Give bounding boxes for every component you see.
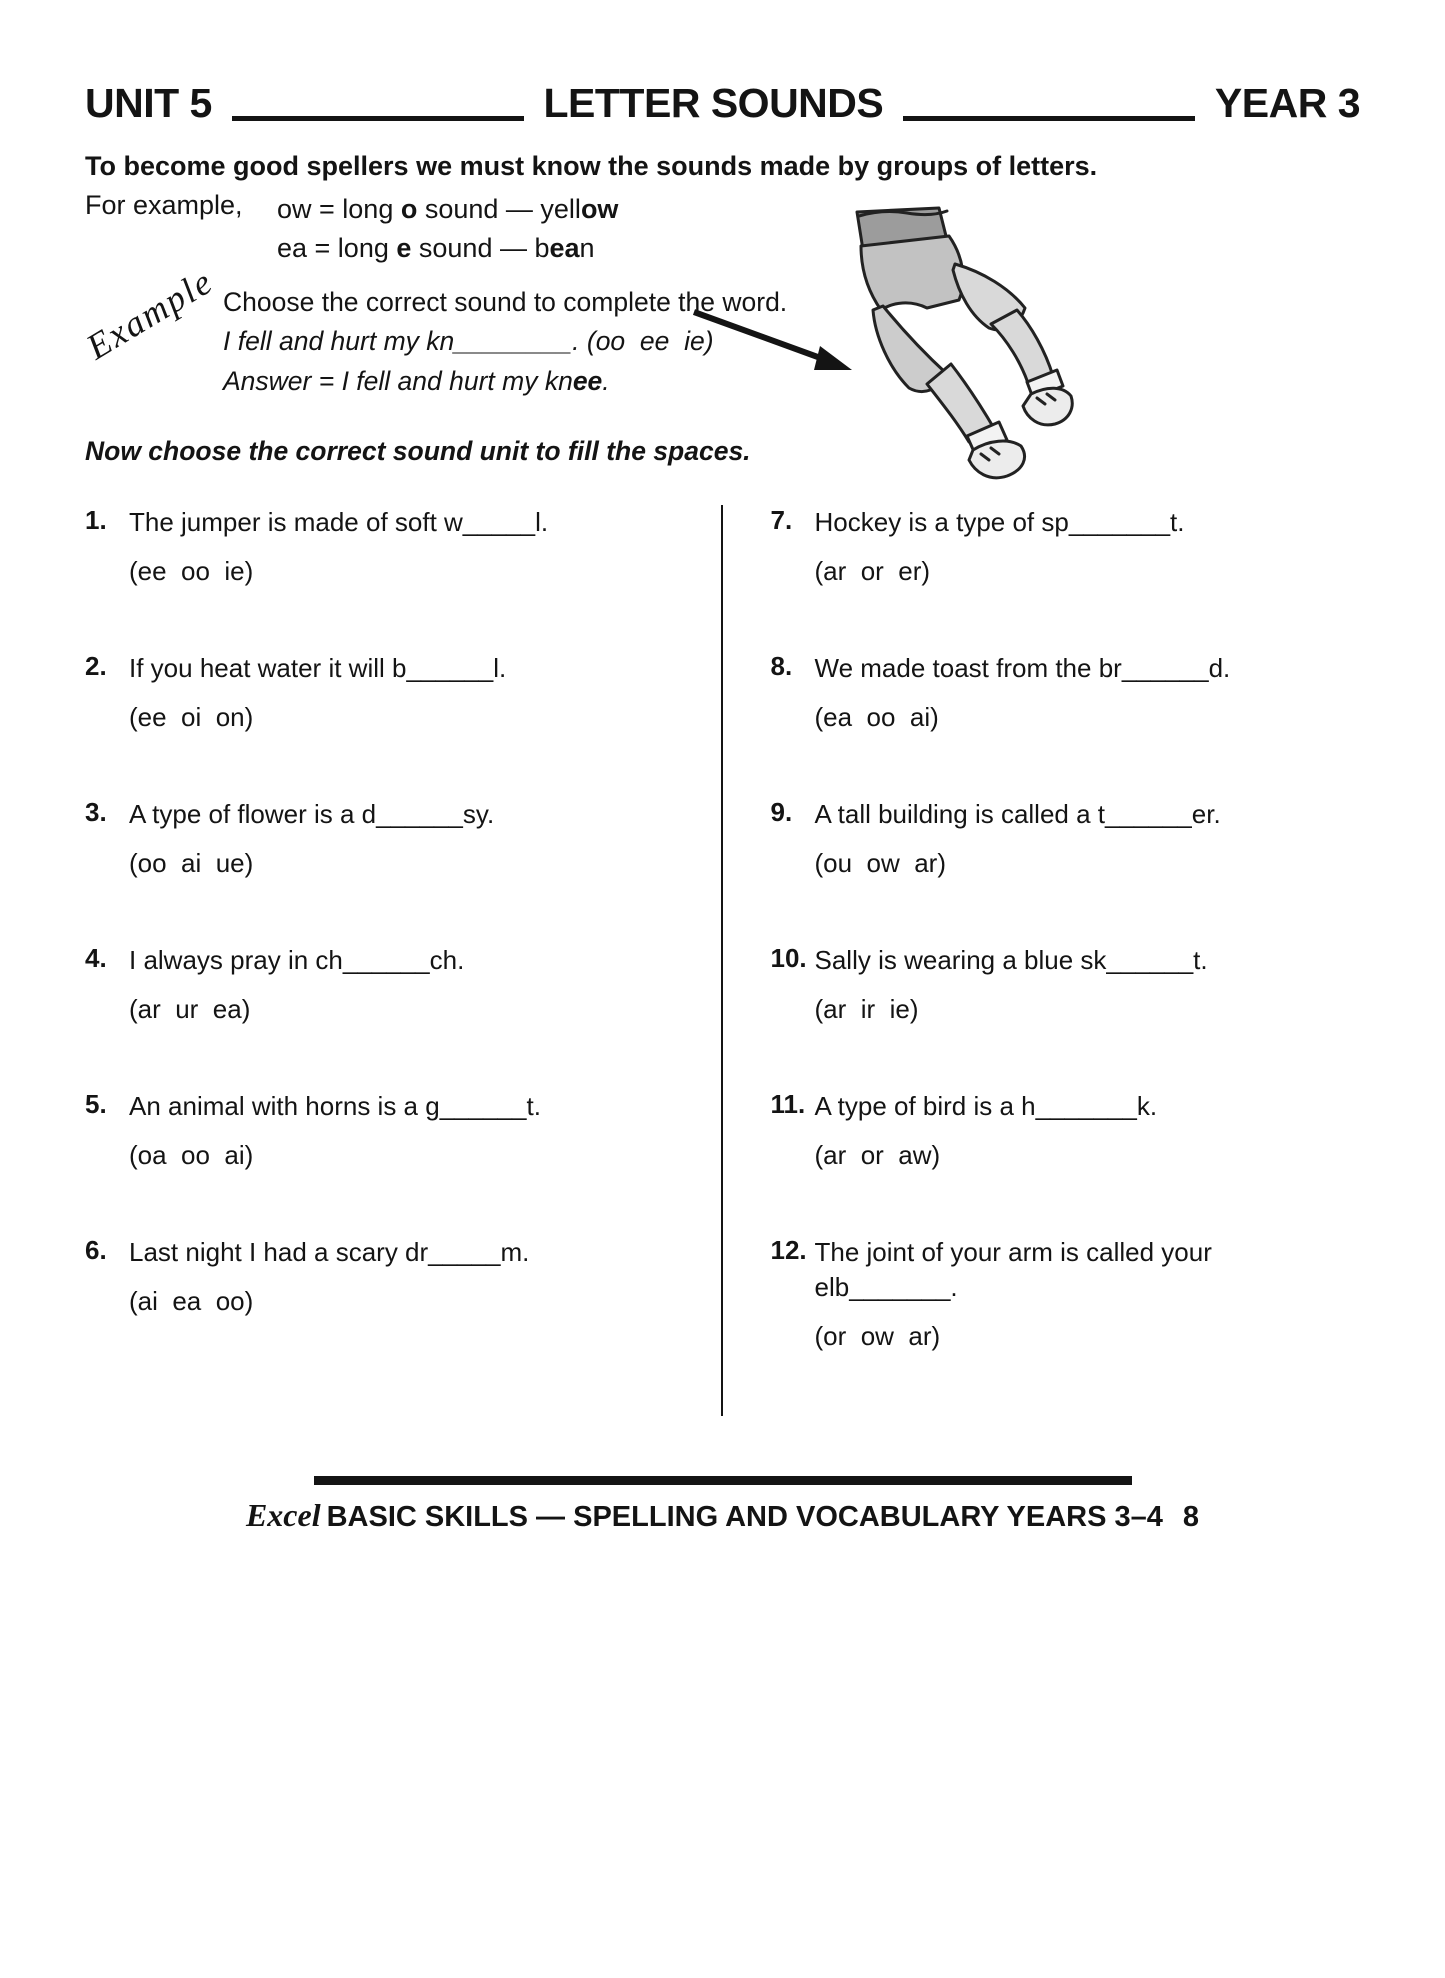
footer-brand: Excel [245,1497,321,1533]
questions-section [85,505,1360,1417]
question-number: 4. [85,942,107,973]
question-text: A tall building is called a t______er. [814,798,1221,829]
question-number: 1. [85,504,107,535]
page-header [85,80,1360,127]
text-segment: ea = long [277,233,397,264]
question-text: The joint of your arm is called your elb_______. [814,1237,1212,1303]
sound-examples [85,190,1360,268]
question-body [129,651,506,733]
question-number: 5. [85,1089,107,1120]
question-text: The jumper is made of soft w_____l. [129,506,549,537]
question-options: (ea oo ai) [814,701,939,732]
question-item [771,651,1361,733]
question-body [815,505,1185,587]
question-text: Hockey is a type of sp_______t. [814,506,1185,537]
question-options: (ar ir ie) [814,994,919,1025]
example-label: Example [79,261,221,368]
question-body [129,797,494,879]
questions-right-column [723,505,1361,1417]
header-rule-right [903,116,1195,121]
question-text: A type of flower is a d______sy. [129,798,495,829]
instruction-text: Now choose the correct sound unit to fill the spaces. [85,435,751,466]
question-options: (or ow ar) [814,1321,941,1352]
page-footer [0,1476,1445,1534]
question-options: (oa oo ai) [129,1140,254,1171]
footer-page-number: 8 [1182,1501,1200,1533]
bold-sound-letter: o [400,194,418,224]
page-title: LETTER SOUNDS [543,80,884,126]
text-segment: . [602,365,610,396]
question-options: (ee oo ie) [129,555,254,586]
question-body [129,1089,541,1171]
year-label: YEAR 3 [1214,80,1360,126]
question-body [129,505,548,587]
question-options: (ou ow ar) [814,847,946,878]
question-text: If you heat water it will b______l. [129,652,507,683]
question-options: (ai ea oo) [129,1286,254,1317]
text-segment: sound — yell [417,194,581,224]
question-body [815,651,1231,733]
bold-answer-letters: ee [572,365,603,396]
question-body [129,1235,529,1317]
question-item [771,1235,1361,1352]
question-item [85,1089,679,1171]
bold-sound-letter: e [396,233,412,264]
question-text: An animal with horns is a g______t. [129,1091,541,1122]
question-number: 2. [85,650,107,681]
sound-example-lines [277,190,618,268]
question-number: 3. [85,796,107,827]
question-body [815,797,1221,879]
bold-sound-letters: ea [549,233,580,264]
question-number: 10. [770,942,807,973]
question-item [771,943,1361,1025]
for-example-label: For example, [85,190,243,220]
question-item [771,505,1361,587]
question-text: A type of bird is a h_______k. [814,1091,1158,1122]
text-segment: ow = long [277,194,401,224]
footer-text [0,1497,1445,1534]
unit-label: UNIT 5 [85,80,212,126]
question-text: We made toast from the br______d. [814,652,1231,683]
question-options: (ar or er) [814,555,931,586]
text-segment: sound — b [411,233,550,264]
question-number: 7. [770,504,793,535]
question-item [771,1089,1361,1171]
question-number: 9. [770,796,793,827]
example-sentence: I fell and hurt my kn________. (oo ee ie) [223,326,714,357]
question-body [129,943,464,1025]
question-text: Sally is wearing a blue sk______t. [814,944,1208,975]
question-number: 6. [85,1235,107,1266]
question-body [815,1235,1361,1352]
intro-section [85,151,1360,268]
bold-sound-letters: ow [580,194,619,224]
question-body [815,943,1208,1025]
question-text: Last night I had a scary dr_____m. [129,1237,530,1268]
question-body [815,1089,1158,1171]
intro-heading: To become good spellers we must know the sounds made by groups of letters. [85,151,1098,181]
questions-left-column [85,505,723,1417]
question-options: (ar ur ea) [129,994,251,1025]
sound-example-line-1 [277,190,618,229]
question-options: (ee oi on) [129,701,254,732]
question-number: 11. [770,1089,806,1120]
question-options: (ar or aw) [814,1140,941,1171]
question-item [85,651,679,733]
question-item [85,943,679,1025]
jumping-legs-illustration [822,206,1074,482]
question-item [771,797,1361,879]
question-item [85,797,679,879]
question-text: I always pray in ch______ch. [129,944,465,975]
example-instruction: Choose the correct sound to complete the word. [223,287,788,318]
question-options: (oo ai ue) [129,847,254,878]
question-number: 12. [770,1235,807,1266]
footer-series-title: BASIC SKILLS — SPELLING AND VOCABULARY YEARS 3–4 [326,1501,1163,1533]
header-rule-left [232,116,524,121]
question-item [85,1235,679,1317]
sound-example-line-2 [277,229,618,268]
text-segment: n [579,233,595,264]
footer-rule [314,1476,1132,1485]
question-item [85,505,679,587]
question-number: 8. [770,650,793,681]
text-segment: Answer = I fell and hurt my kn [223,365,573,396]
